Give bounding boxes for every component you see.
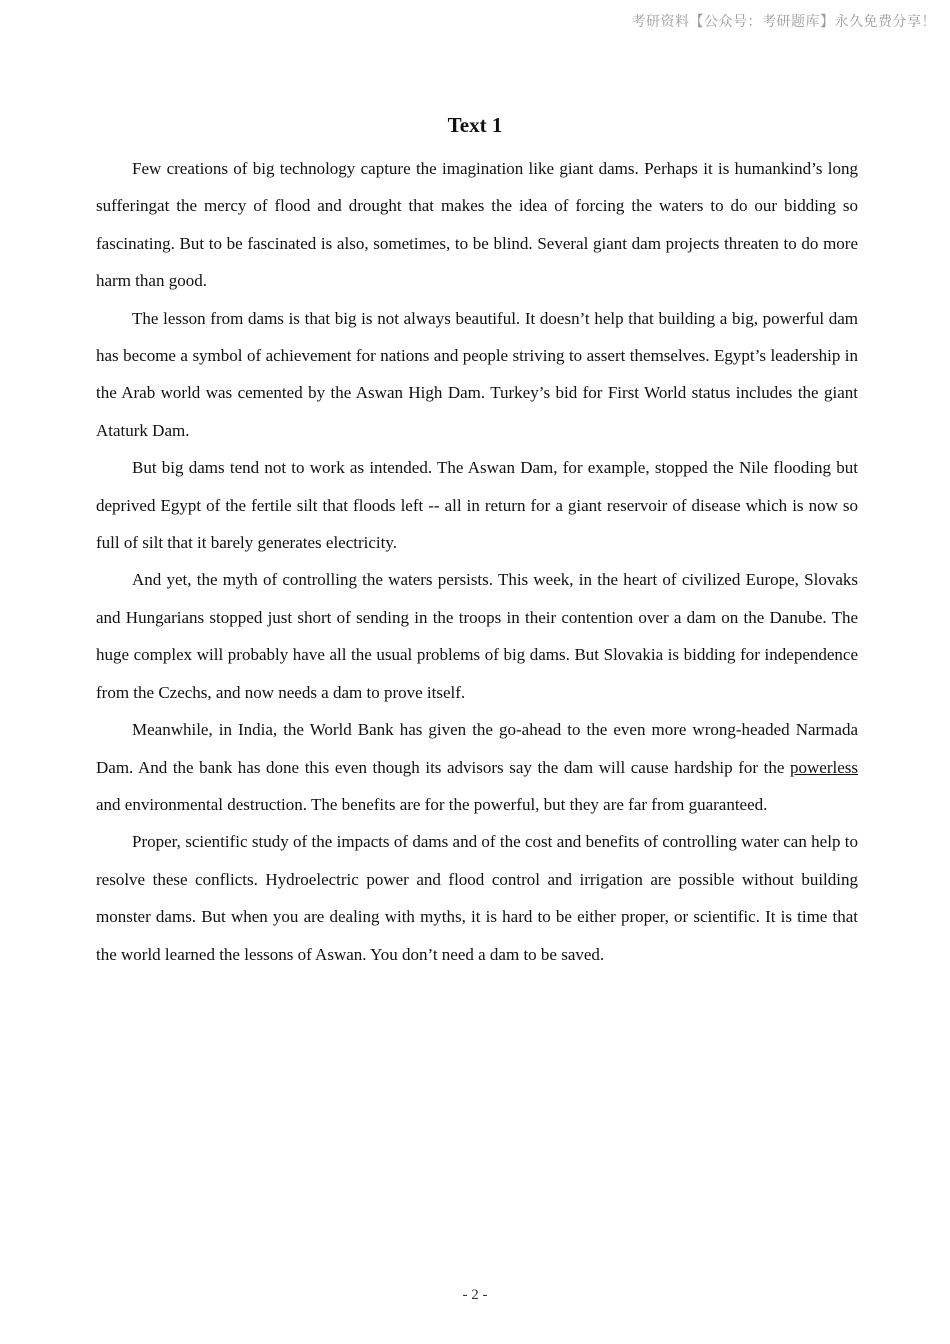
paragraph-5-part-2: and environmental destruction. The benefits are for the powerful, but they are far from guaranteed. (96, 794, 768, 814)
paragraph-5 (96, 711, 858, 823)
paragraph-4: And yet, the myth of controlling the waters persists. This week, in the heart of civilized Europe, Slovaks and Hungarians stopped just short of sending in the troops in their contention over a dam on the Danube. The huge complex will probably have all the usual problems of big dams. But Slovakia is bidding for independence from the Czechs, and now needs a dam to prove itself. (96, 570, 858, 702)
passage-body (96, 150, 858, 973)
underlined-word: powerless (790, 757, 858, 777)
watermark-text: 考研资料【公众号：考研题库】永久免费分享！ (631, 14, 936, 30)
paragraph-3: But big dams tend not to work as intended. The Aswan Dam, for example, stopped the Nile flooding but deprived Egypt of the fertile silt that floods left -- all in return for a giant reservoir of disease which is now so full of silt that it barely generates electricity. (96, 458, 858, 553)
page-number: - 2 - (462, 1287, 488, 1303)
paragraph-2: The lesson from dams is that big is not always beautiful. It doesn’t help that building a big, powerful dam has become a symbol of achievement for nations and people striving to assert themselves. Egypt’s leadership in the Arab world was cemented by the Aswan High Dam. Turkey’s bid for First World status includes the giant Ataturk Dam. (96, 308, 858, 440)
paragraph-5-part-1: Meanwhile, in India, the World Bank has given the go-ahead to the even more wrong-headed Narmada Dam. And the bank has done this even though its advisors say the dam will cause hardship for the (96, 720, 858, 777)
passage-title: Text 1 (447, 113, 503, 137)
paragraph-6: Proper, scientific study of the impacts of dams and of the cost and benefits of controlling water can help to resolve these conflicts. Hydroelectric power and flood control and irrigation are possible without building monster dams. But when you are dealing with myths, it is hard to be either proper, or scientific. It is time that the world learned the lessons of Aswan. You don’t need a dam to be saved. (96, 832, 858, 964)
paragraph-1: Few creations of big technology capture the imagination like giant dams. Perhaps it is humankind’s long sufferingat the mercy of flood and drought that makes the idea of forcing the waters to do our bidding so fascinating. But to be fascinated is also, sometimes, to be blind. Several giant dam projects threaten to do more harm than good. (96, 159, 858, 291)
